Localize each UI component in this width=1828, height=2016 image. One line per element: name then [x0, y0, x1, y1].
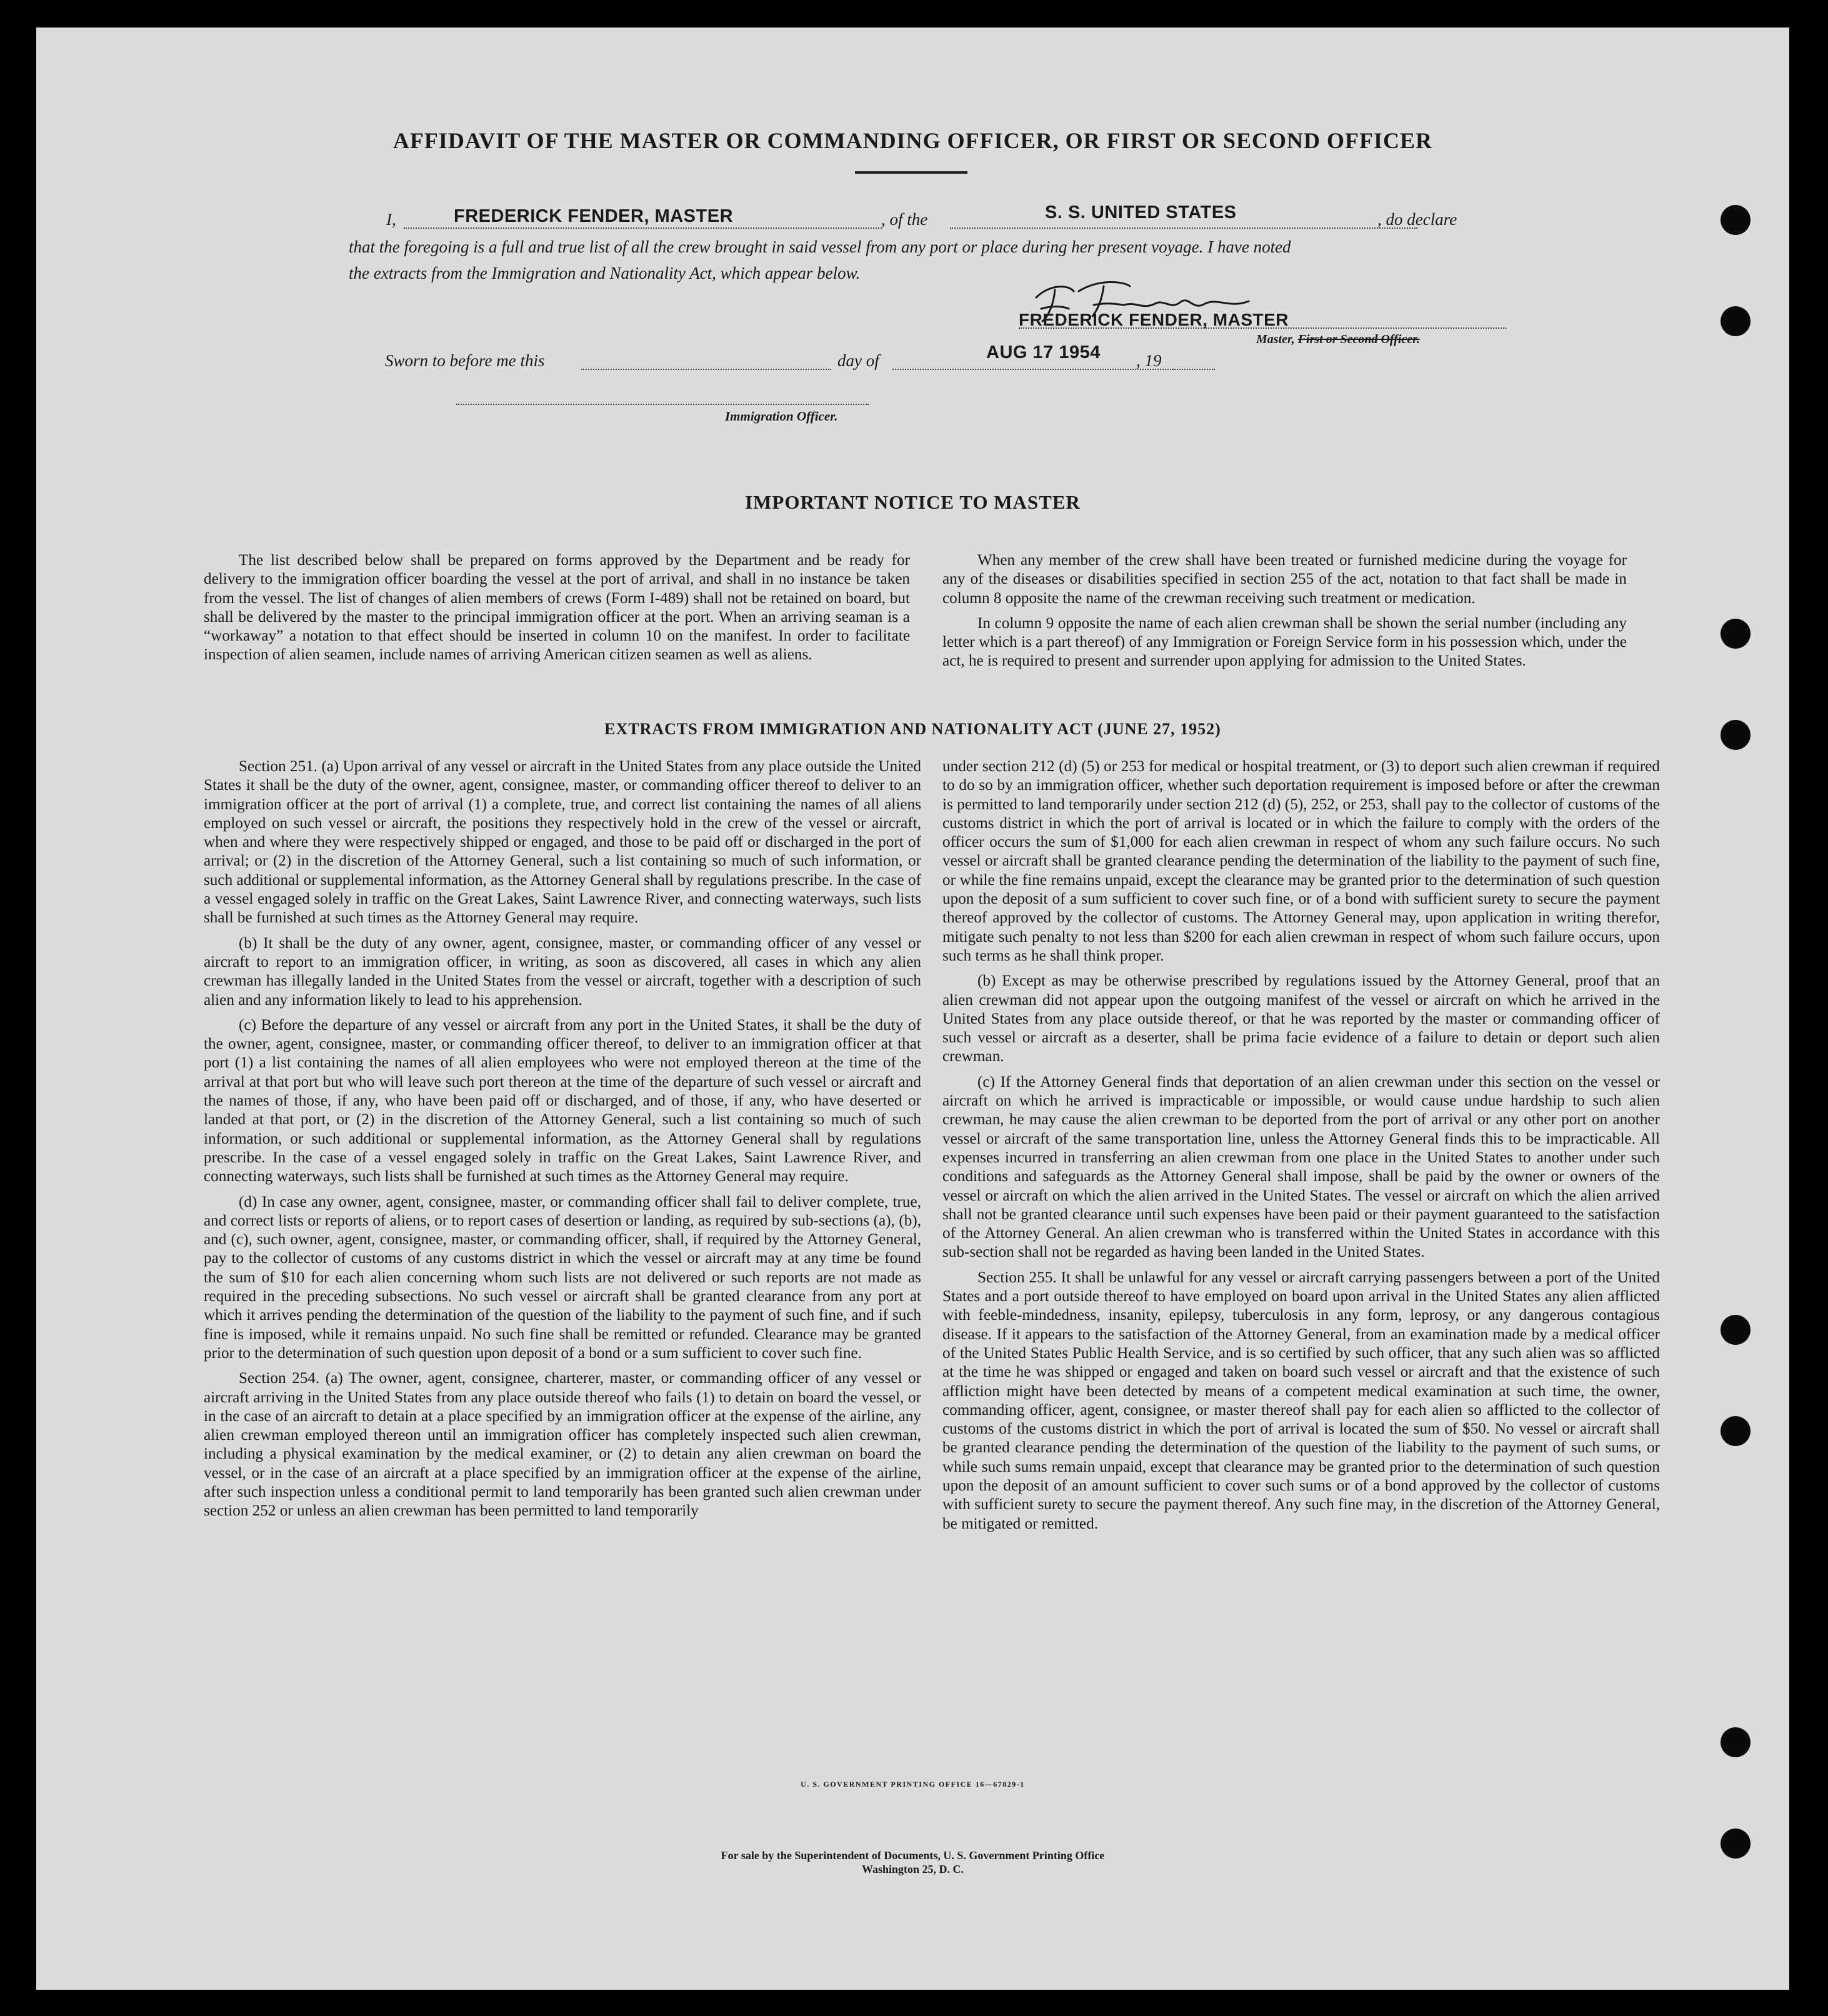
name-fill-line	[404, 227, 882, 229]
sale-notice	[36, 1849, 1789, 1876]
section-254b: (b) Except as may be otherwise prescribed by regulations issued by the Attorney General, proof that an alien crewman did not appear upon the outgoing manifest of the vessel or aircraft on which he arrived in the United States from any place outside thereof, or that he was reported by the master or commanding officer of such vessel or aircraft as a deserter, shall be prima facie evidence of a failure to detain or deport such alien crewman.	[942, 972, 1660, 1065]
caption-master: Master,	[1256, 332, 1295, 346]
notice-left-paragraph: The list described below shall be prepared on forms approved by the Department and be ready for delivery to the immigration officer boarding the vessel at the port of arrival, and shall in no instance be taken from the vessel. The list of changes of alien members of crews (Form I-489) shall not be retained on board, but shall be delivered by the master to the principal immigration officer at the port. When an arriving seaman is a “workaway” a notation to that effect should be inserted in column 10 on the manifest. In order to facilitate inspection of alien seamen, include names of arriving American citizen seamen as well as aliens.	[204, 552, 910, 664]
notice-left-column	[204, 551, 910, 671]
section-254c: (c) If the Attorney General finds that deportation of an alien crewman under this section on the vessel or aircraft on which he arrived is impracticable or impossible, or would cause undue hardship to such alien crewman, he may cause the alien crewman to be deported from the port of arrival or any other port on another vessel or aircraft of the same transportation line, unless the Attorney General finds this to be impracticable. All expenses incurred in transferring an alien crewman from one place in the United States to another under such conditions and safeguards as the Attorney General shall impose, shall be paid by the owner or owners of the vessel or aircraft on which the alien arrived in the United States. The vessel or aircraft on which the alien arrived shall not be granted clearance until such expenses have been paid or their payment guaranteed to the satisfaction of the Attorney General. An alien crewman who is transferred within the United States in accordance with this sub-section shall not be regarded as having been landed in the United States.	[942, 1073, 1660, 1261]
vessel-name: S. S. UNITED STATES	[1045, 202, 1237, 222]
notice-right-column	[942, 551, 1627, 677]
of-the-label: , of the	[881, 210, 928, 229]
punch-hole	[1721, 1727, 1751, 1757]
signature-line	[1019, 327, 1506, 329]
signature-caption	[1256, 332, 1420, 347]
title-rule	[855, 171, 967, 174]
statement-line-2: the extracts from the Immigration and Nationality Act, which appear below.	[349, 264, 861, 282]
section-251d: (d) In case any owner, agent, consignee, master, or commanding officer shall fail to deliver complete, true, and correct lists or reports of aliens, or to report cases of desertion or landing, as required by sub-sections (a), (b), and (c), such owner, agent, consignee, master, or commanding officer, shall, if required by the Attorney General, pay to the collector of customs of any customs district in which the vessel or aircraft may at any time be found the sum of $10 for each alien concerning whom such lists are not delivered or such reports are not made as required in the preceding subsections. No such vessel or aircraft shall be granted clearance from any port at which it arrives pending the determination of the question of the liability to the payment of such fine, and if such fine is imposed, while it remains unpaid. No such fine shall be remitted or refunded. Clearance may be granted prior to the determination of such question upon deposit of a bond or a sum sufficient to cover such fine.	[204, 1193, 921, 1362]
signature-typed-name: FREDERICK FENDER, MASTER	[1019, 310, 1289, 329]
sworn-label: Sworn to before me this	[385, 351, 545, 370]
officer-caption: Immigration Officer.	[725, 409, 838, 424]
punch-hole	[1721, 205, 1751, 235]
declarant-name: FREDERICK FENDER, MASTER	[454, 206, 734, 226]
punch-hole	[1721, 619, 1751, 649]
affidavit-title: AFFIDAVIT OF THE MASTER OR COMMANDING OFFICER, OR FIRST OR SECOND OFFICER	[392, 128, 1433, 153]
section-254a: Section 254. (a) The owner, agent, consignee, charterer, master, or commanding officer of any vessel or aircraft arriving in the United States from any place outside thereof who fails (1) to detain on board the vessel, or in the case of an aircraft to detain at a place specified by an immigration officer at the expense of the airline, any alien crewman employed thereon until an immigration officer has completely inspected such alien crewman, including a physical examination by the medical examiner, or (2) to detain any alien crewman on board the vessel, or in the case of an aircraft at a place specified by an immigration officer at the expense of the airline, after such inspection unless a conditional permit to land temporarily has been granted such alien crewman under section 252 or unless an alien crewman has been permitted to land temporarily	[204, 1370, 921, 1520]
sworn-day-line	[581, 369, 831, 370]
section-251b: (b) It shall be the duty of any owner, agent, consignee, master, or commanding officer of any vessel or aircraft to report to an immigration officer, in writing, as soon as discovered, all cases in which any alien crewman has illegally landed in the United States from the vessel or aircraft, together with a description of such alien and any information likely to lead to his apprehension.	[204, 934, 921, 1009]
notice-title: IMPORTANT NOTICE TO MASTER	[745, 491, 1081, 513]
officer-signature-line	[456, 404, 869, 405]
extracts-left-column	[204, 757, 921, 1527]
notice-right-paragraph-2: In column 9 opposite the name of each alien crewman shall be shown the serial number (including any letter which is a part thereof) of any Immigration or Foreign Service form in his possession which, under the act, he is required to present and surrender upon applying for admission to the United States.	[942, 614, 1627, 670]
notice-right-paragraph-1: When any member of the crew shall have been treated or furnished medicine during the voyage for any of the diseases or disabilities specified in section 255 of the act, notation to that fact shall be made in column 8 opposite the name of the crewman receiving such treatment or medication.	[942, 552, 1627, 607]
sworn-date: AUG 17 1954	[986, 342, 1101, 362]
section-255: Section 255. It shall be unlawful for any vessel or aircraft carrying passengers between a port of the United States and a port outside thereof to have employed on board upon arrival in the United States any alien afflicted with feeble-mindedness, insanity, epilepsy, tuberculosis in any form, leprosy, or any dangerous contagious disease. If it appears to the satisfaction of the Attorney General, from an examination made by a medical officer of the United States Public Health Service, and is so certified by such officer, that any such alien was so afflicted at the time he was shipped or engaged and taken on board such vessel or aircraft and that the existence of such affliction might have been detected by means of a competent medical examination at such time, the owner, commanding officer, agent, consignee, or master thereof shall pay for each alien so afflicted to the collector of customs of the customs district in which the port of arrival is located the sum of $50. No vessel or aircraft shall be granted clearance pending the determination of the question of the liability to the payment of such sums, or while such sums remain unpaid, except that clearance may be granted prior to the determination of such question upon the deposit of an amount sufficient to cover such sums or of a bond approved by the collector of customs with sufficient surety to secure the payment thereof. Any such fine may, in the discretion of the Attorney General, be mitigated or remitted.	[942, 1269, 1660, 1532]
i-label: I,	[386, 210, 396, 229]
year-label: , 19	[1136, 351, 1162, 370]
vessel-fill-line	[950, 227, 1417, 229]
sale-line-2: Washington 25, D. C.	[861, 1863, 964, 1875]
caption-struck-officer: First or Second Officer.	[1297, 332, 1420, 346]
punch-hole	[1721, 306, 1751, 336]
printing-office-code: U. S. GOVERNMENT PRINTING OFFICE 16—67829-1	[801, 1780, 1025, 1789]
section-254a-continued: under section 212 (d) (5) or 253 for medical or hospital treatment, or (3) to deport such alien crewman if required to do so by an immigration officer, whether such deportation requirement is imposed before or after the crewman is permitted to land temporarily under section 212 (d) (5), 252, or 253, shall pay to the collector of customs of the customs district in which the port of arrival is located or in which the failure to comply with the orders of the officer occurs the sum of $1,000 for each alien crewman in respect of whom any such failure occurs. No such vessel or aircraft shall be granted clearance pending the determination of the liability to the payment of such fine, or while the fine remains unpaid, except the clearance may be granted prior to the determination of such question upon the deposit of a sum sufficient to cover such fine, or of a bond with sufficient surety to secure the payment thereof approved by the collector of customs. The Attorney General may, upon application in writing therefor, mitigate such penalty to not less than $200 for each alien crewman in respect of whom such failure occurs, upon such terms as he shall think proper.	[942, 758, 1660, 964]
sworn-year-line	[1170, 369, 1215, 370]
statement-line-1: that the foregoing is a full and true list of all the crew brought in said vessel from any port or place during her present voyage. I have noted	[349, 237, 1291, 256]
punch-hole	[1721, 1315, 1751, 1345]
do-declare-label: , do declare	[1377, 210, 1457, 229]
document-page	[36, 27, 1789, 1990]
extracts-title: EXTRACTS FROM IMMIGRATION AND NATIONALITY ACT (JUNE 27, 1952)	[604, 720, 1221, 738]
section-251a: Section 251. (a) Upon arrival of any vessel or aircraft in the United States from any place outside the United States it shall be the duty of the owner, agent, consignee, master, or commanding officer thereof to deliver to an immigration officer at the port of arrival (1) a complete, true, and correct list containing the names of all aliens employed on such vessel or aircraft, the positions they respectively hold in the crew of the vessel or aircraft, when and where they were respectively shipped or engaged, and those to be paid off or discharged in the port of arrival; or (2) in the discretion of the Attorney General, such a list containing so much of such information, or such additional or supplemental information, as the Attorney General shall by regulations prescribe. In the case of a vessel engaged solely in traffic on the Great Lakes, Saint Lawrence River, and connecting waterways, such lists shall be furnished at such times as the Attorney General may require.	[204, 758, 921, 927]
sworn-month-line	[892, 369, 1174, 370]
sale-line-1: For sale by the Superintendent of Documents, U. S. Government Printing Office	[721, 1849, 1105, 1862]
punch-hole	[1721, 1416, 1751, 1446]
section-251c: (c) Before the departure of any vessel or aircraft from any port in the United States, it shall be the duty of the owner, agent, consignee, master, or commanding officer thereof, to deliver to an immigration officer at that port (1) a list containing the names of all alien employees who were not employed thereon at the time of the arrival at that port but who will leave such port thereon at the time of the departure of such vessel or aircraft and the names of those, if any, who have been paid off or discharged, and of those, if any, who have deserted or landed at that port, or (2) in the discretion of the Attorney General, such a list containing so much of such information, or such additional or supplemental information, as the Attorney General shall by regulations prescribe. In the case of a vessel engaged solely in traffic on the Great Lakes, Saint Lawrence River, and connecting waterways, such lists shall be furnished at such times as the Attorney General may require.	[204, 1016, 921, 1185]
day-of-label: day of	[837, 351, 879, 370]
extracts-right-column	[942, 757, 1660, 1540]
